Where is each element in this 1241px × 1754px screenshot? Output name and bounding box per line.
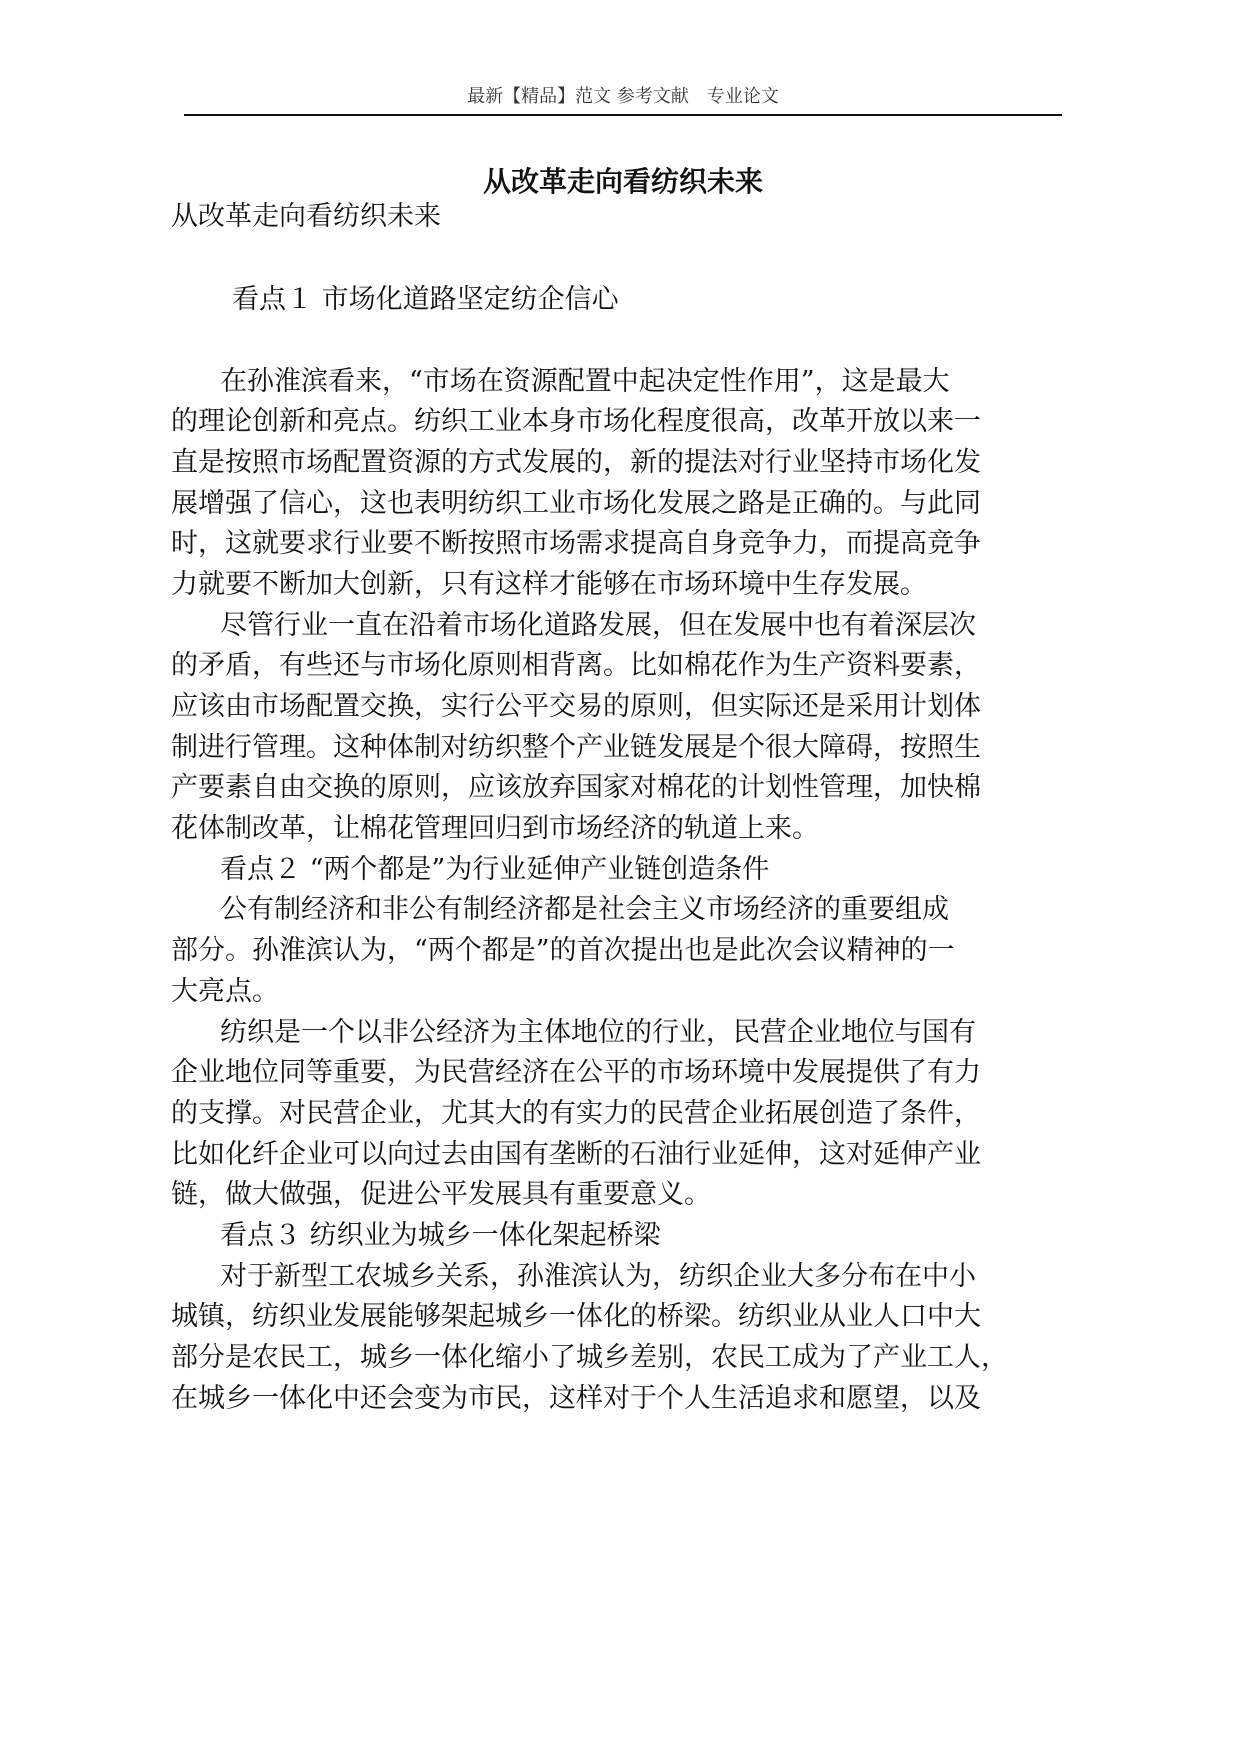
paragraph-2-line-6: 花体制改革，让棉花管理回归到市场经济的轨道上来。 <box>171 813 819 844</box>
paragraph-5-line-3: 部分是农民工，城乡一体化缩小了城乡差别，农民工成为了产业工人， <box>171 1342 1008 1373</box>
paragraph-1-line-3: 直是按照市场配置资源的方式发展的，新的提法对行业坚持市场化发 <box>171 447 981 478</box>
page-header: 最新【精品】范文 参考文献 专业论文 <box>467 86 779 107</box>
paragraph-2-line-5: 产要素自由交换的原则，应该放弃国家对棉花的计划性管理，加快棉 <box>171 772 981 803</box>
paragraph-3-line-1: 公有制经济和非公有制经济都是社会主义市场经济的重要组成 <box>220 894 949 925</box>
paragraph-1-line-2: 的理论创新和亮点。纺织工业本身市场化程度很高，改革开放以来一 <box>171 406 981 437</box>
section-heading-2: 看点２ “两个都是”为行业延伸产业链创造条件 <box>220 854 770 885</box>
section-heading-1: 看点１ 市场化道路坚定纺企信心 <box>232 284 619 315</box>
paragraph-2-line-4: 制进行管理。这种体制对纺织整个产业链发展是个很大障碍，按照生 <box>171 732 981 763</box>
paragraph-2-line-2: 的矛盾，有些还与市场化原则相背离。比如棉花作为生产资料要素， <box>171 650 981 681</box>
paragraph-4-line-4: 比如化纤企业可以向过去由国有垄断的石油行业延伸，这对延伸产业 <box>171 1139 981 1170</box>
paragraph-1-line-5: 时，这就要求行业要不断按照市场需求提高自身竞争力，而提高竞争 <box>171 528 981 559</box>
document-title: 从改革走向看纺织未来 <box>482 165 763 198</box>
paragraph-4-line-3: 的支撑。对民营企业，尤其大的有实力的民营企业拓展创造了条件， <box>171 1098 981 1129</box>
paragraph-1-line-1: 在孙淮滨看来，“市场在资源配置中起决定性作用”，这是最大 <box>220 366 950 397</box>
paragraph-5-line-2: 城镇，纺织业发展能够架起城乡一体化的桥梁。纺织业从业人口中大 <box>171 1301 981 1332</box>
paragraph-4-line-5: 链，做大做强，促进公平发展具有重要意义。 <box>171 1179 711 1210</box>
document-subtitle: 从改革走向看纺织未来 <box>171 201 441 232</box>
paragraph-2-line-3: 应该由市场配置交换，实行公平交易的原则，但实际还是采用计划体 <box>171 691 981 722</box>
paragraph-5-line-1: 对于新型工农城乡关系，孙淮滨认为，纺织企业大多分布在中小 <box>220 1261 976 1292</box>
paragraph-3-line-2: 部分。孙淮滨认为，“两个都是”的首次提出也是此次会议精神的一 <box>171 935 955 966</box>
header-divider <box>184 114 1062 116</box>
paragraph-1-line-4: 展增强了信心，这也表明纺织工业市场化发展之路是正确的。与此同 <box>171 488 981 519</box>
paragraph-3-line-3: 大亮点。 <box>171 976 279 1007</box>
paragraph-4-line-1: 纺织是一个以非公经济为主体地位的行业，民营企业地位与国有 <box>220 1017 976 1048</box>
paragraph-1-line-6: 力就要不断加大创新，只有这样才能够在市场环境中生存发展。 <box>171 569 927 600</box>
section-heading-3: 看点３ 纺织业为城乡一体化架起桥梁 <box>220 1220 661 1251</box>
paragraph-4-line-2: 企业地位同等重要，为民营经济在公平的市场环境中发展提供了有力 <box>171 1057 981 1088</box>
paragraph-5-line-4: 在城乡一体化中还会变为市民，这样对于个人生活追求和愿望，以及 <box>171 1383 981 1414</box>
paragraph-2-line-1: 尽管行业一直在沿着市场化道路发展，但在发展中也有着深层次 <box>220 610 976 641</box>
